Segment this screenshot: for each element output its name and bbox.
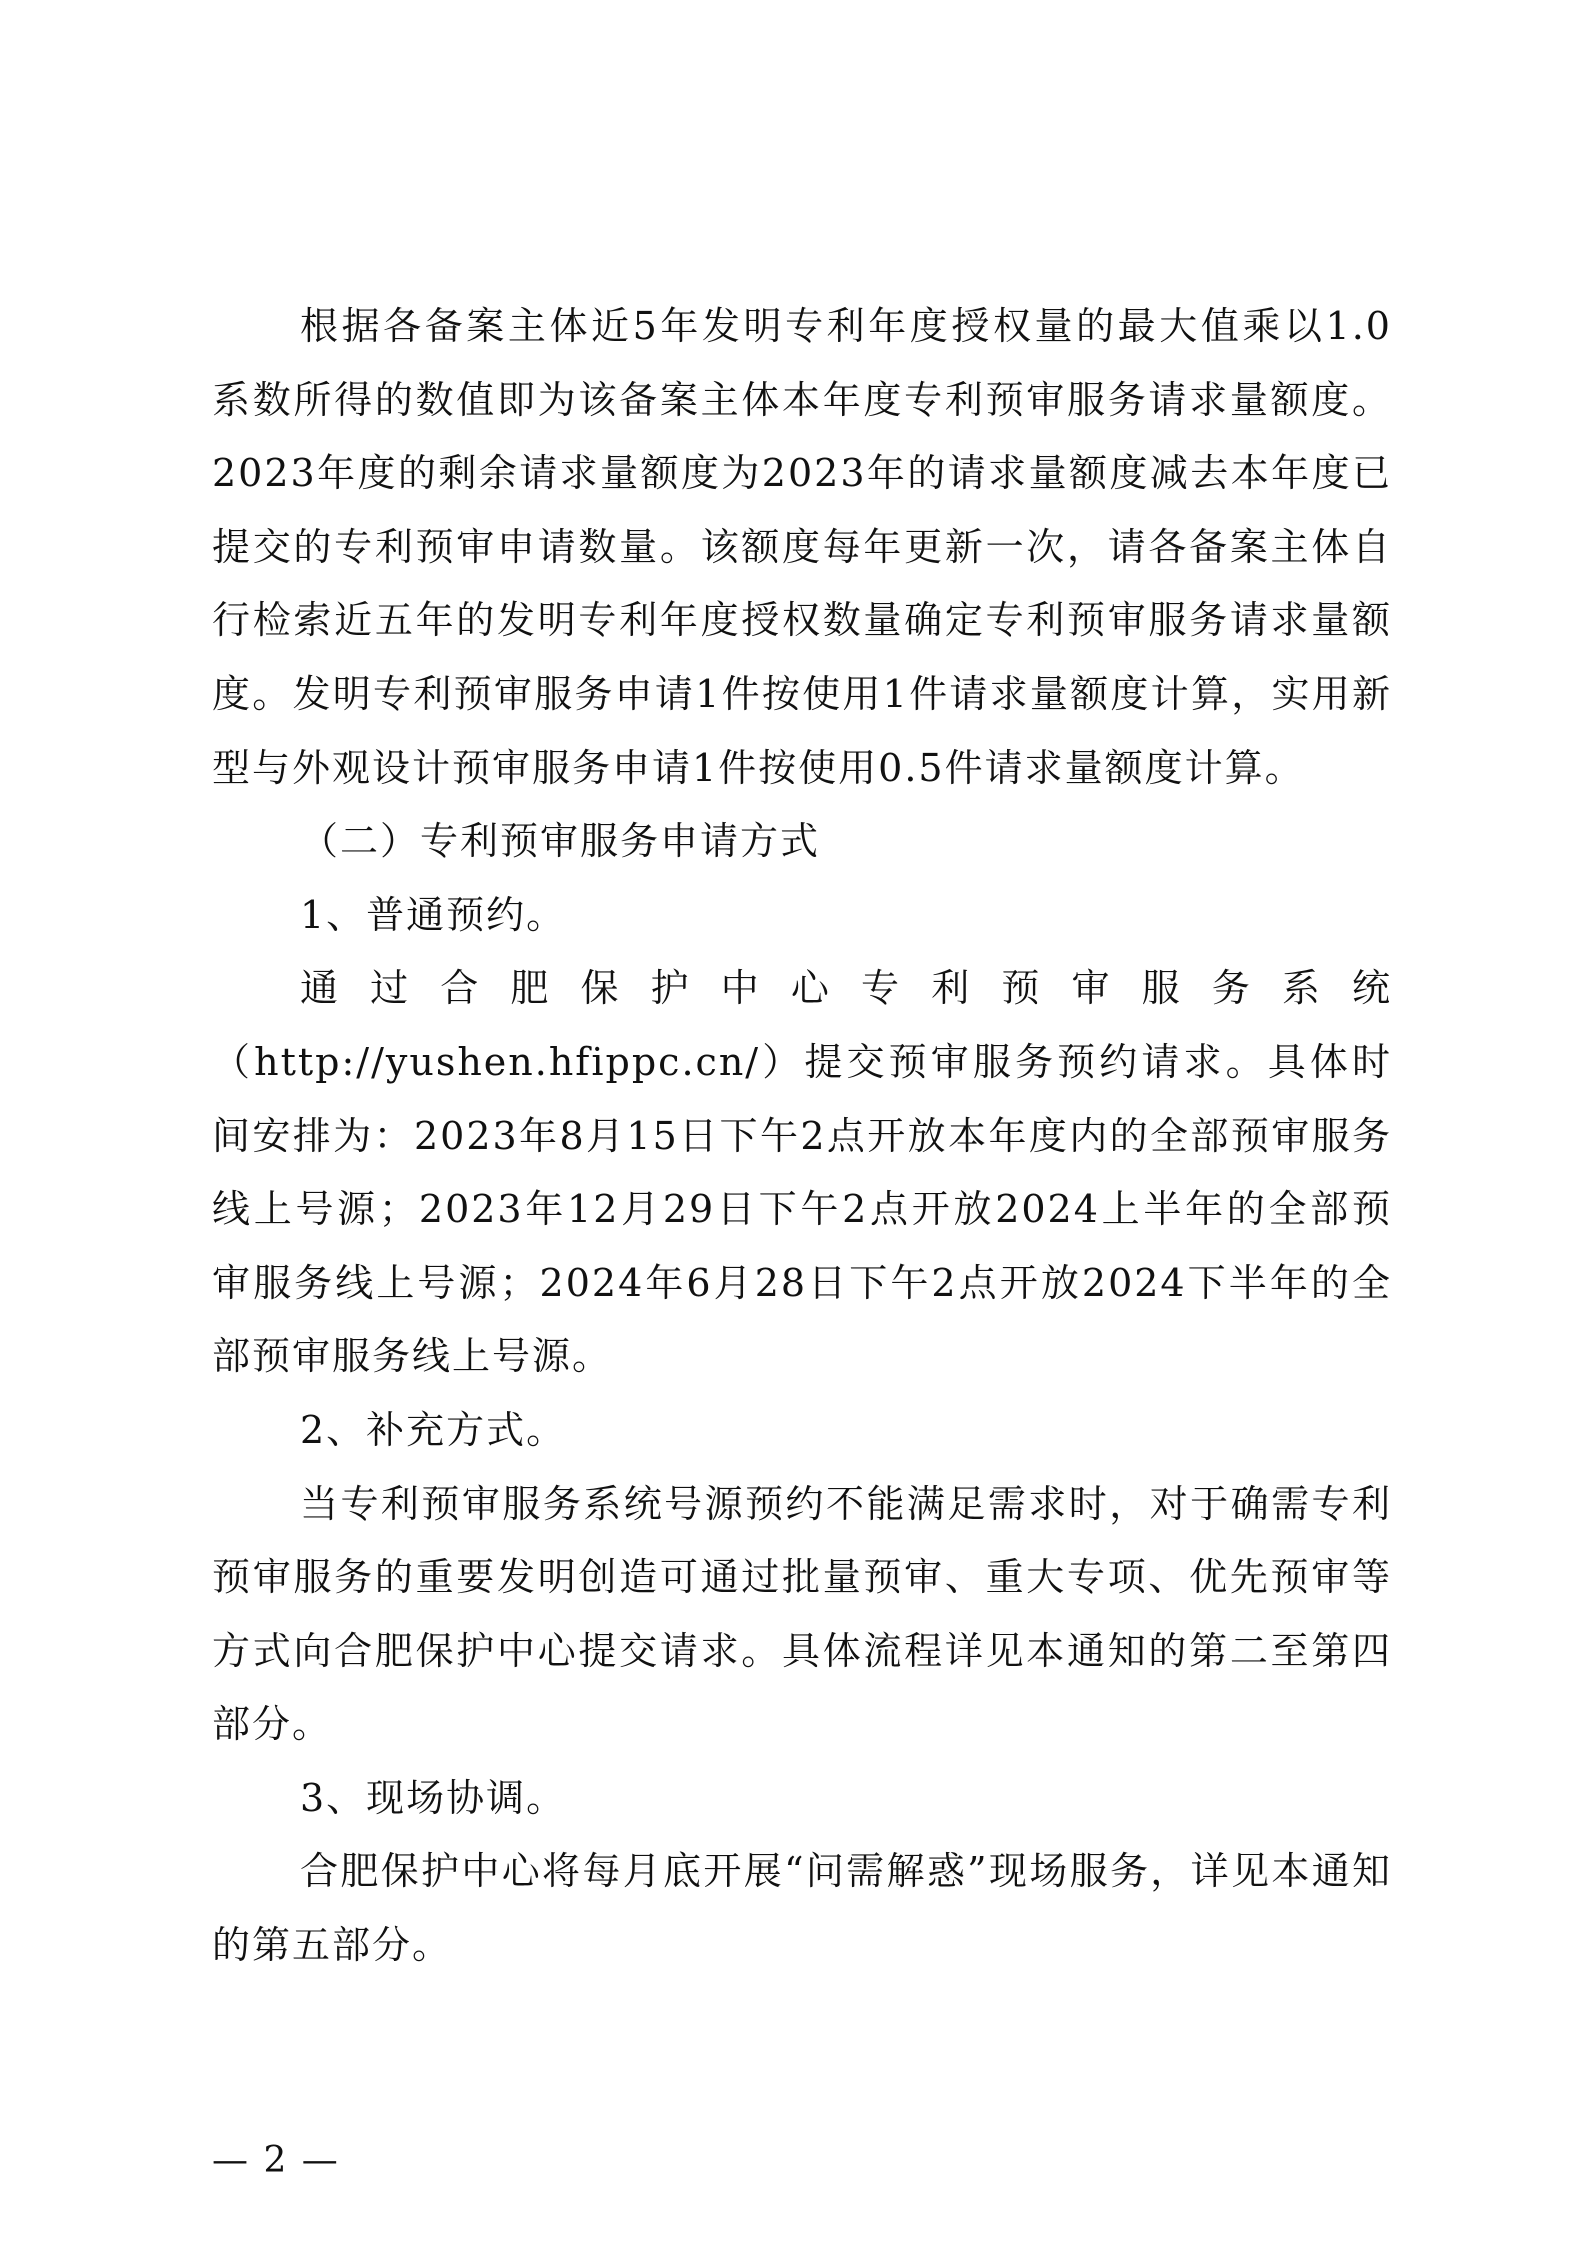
document-body [212, 290, 1392, 1983]
paragraph-supplementary: 当专利预审服务系统号源预约不能满足需求时，对于确需专利预审服务的重要发明创造可通过批量预审、重大专项、优先预审等方式向合肥保护中心提交请求。具体流程详见本通知的第二至第四部分。 [212, 1481, 1392, 1747]
paragraph-onsite: 合肥保护中心将每月底开展“问需解惑”现场服务，详见本通知的第五部分。 [212, 1849, 1392, 1968]
section-heading-application-method: （二）专利预审服务申请方式 [300, 819, 821, 864]
page-number: — 2 — [212, 2140, 340, 2181]
paragraph-normal-booking: 通过合肥保护中心专利预审服务系统（http://yushen.hfippc.cn/）提交预审服务预约请求。具体时间安排为：2023年8月15日下午2点开放本年度内的全部预审服务线上号源；2023年12月29日下午2点开放2024上半年的全部预审服务线上号源；2024年6月28日下午2点开放2024下半年的全部预审服务线上号源。 [212, 966, 1392, 1379]
item-heading-supplementary: 2、补充方式。 [300, 1407, 567, 1452]
paragraph-quota-rules: 根据各备案主体近5年发明专利年度授权量的最大值乘以1.0系数所得的数值即为该备案主体本年度专利预审服务请求量额度。2023年度的剩余请求量额度为2023年的请求量额度减去本年度已提交的专利预审申请数量。该额度每年更新一次，请各备案主体自行检索近五年的发明专利年度授权数量确定专利预审服务请求量额度。发明专利预审服务申请1件按使用1件请求量额度计算，实用新型与外观设计预审服务申请1件按使用0.5件请求量额度计算。 [212, 304, 1392, 790]
item-heading-onsite: 3、现场协调。 [300, 1775, 567, 1820]
item-heading-normal-booking: 1、普通预约。 [300, 892, 567, 937]
